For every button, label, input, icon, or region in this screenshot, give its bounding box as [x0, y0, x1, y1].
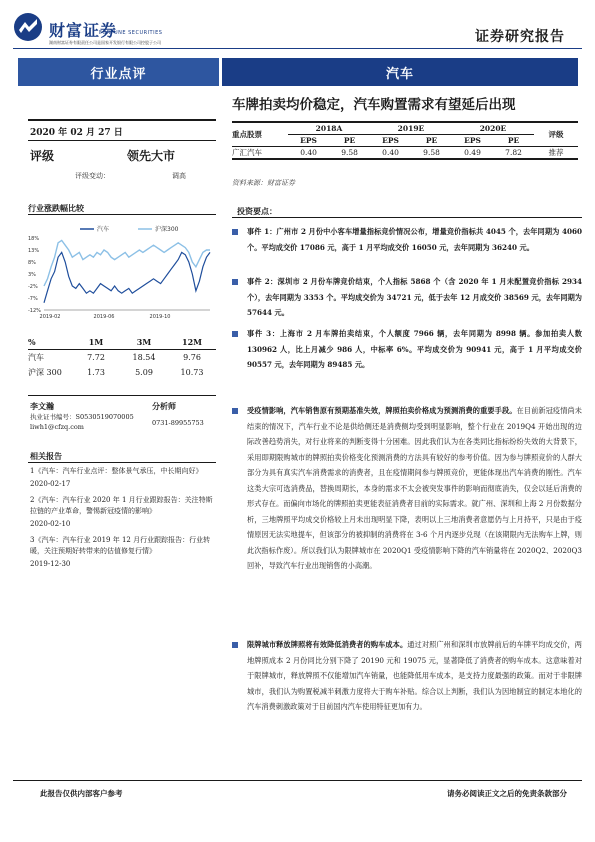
table-header: EPS [452, 134, 493, 146]
table-row [232, 146, 578, 159]
table-header: 评级 [534, 122, 578, 146]
footer-divider [13, 780, 582, 781]
series-line [44, 240, 210, 286]
related-reports-title: 相关报告 [30, 451, 62, 461]
key-stocks-table [232, 121, 578, 160]
related-report-date: 2020-02-17 [30, 480, 71, 488]
table-header-row [28, 335, 216, 350]
rating-change-label: 评级变动： [75, 172, 110, 180]
table-cell: 广汇汽车 [232, 146, 288, 159]
y-tick-label: -12% [28, 308, 41, 314]
table-cell: 0.40 [370, 146, 411, 159]
analyst-license: 执业证书编号：S0530519070005 [30, 413, 134, 421]
event-paragraph [232, 274, 582, 321]
y-tick-label: 8% [28, 260, 36, 266]
table-header: 1M [88, 337, 104, 347]
table-header: 重点股票 [232, 122, 288, 146]
event-text: 事件 2：深圳市 2 月份车牌竞价结束，个人指标 5868 个（含 2020 年 1 月未配置竞价指标 2934 个），去年同期为 3353 个。平均成交价为 34721 元，低于去年 12 月成交价 38569 元，去年同期为 57644 元。 [247, 277, 582, 317]
analyst-title: 分析师 [152, 401, 176, 411]
related-report-link[interactable]: 3《汽车：汽车行业 2019 年 12 月行业跟踪报告：行业转暖，关注预期好转带来的估值修复行情》 [30, 536, 211, 555]
company-name-en: FORTUNE SECURITIES [99, 30, 163, 36]
table-cell: 18.54 [132, 353, 156, 362]
related-reports [30, 466, 216, 575]
publish-date: 2020 年 02 月 27 日 [30, 128, 123, 138]
analysis-paragraph [232, 403, 582, 574]
table-row [28, 350, 216, 365]
table-cell: 0.49 [452, 146, 493, 159]
x-tick-label: 2019-02 [39, 314, 61, 320]
event-paragraph [232, 224, 582, 255]
table-cell: 5.09 [135, 368, 153, 377]
bullet-icon [232, 229, 238, 235]
related-report-link[interactable]: 2《汽车：汽车行业 2020 年 1 月行业跟踪报告：关注特斯拉链的产业革命，警惕新冠疫情的影响》 [30, 496, 213, 515]
table-header: 2019E [370, 122, 452, 134]
footer-disclaimer: 请务必阅读正文之后的免责条款部分 [447, 789, 567, 798]
table-header: PE [411, 134, 452, 146]
table-header: PE [329, 134, 370, 146]
rating-change-value: 调高 [172, 172, 186, 180]
y-tick-label: -7% [28, 296, 38, 302]
investment-title: 投资要点： [237, 206, 277, 216]
logo-mark-icon [13, 12, 43, 42]
series-line [44, 252, 210, 302]
table-header: % [28, 337, 36, 347]
category-band: 行业点评 [18, 58, 219, 86]
table-cell: 10.73 [180, 368, 204, 377]
table-cell: 沪深 300 [28, 368, 62, 377]
paragraph-body: 通过对照广州和深圳市放牌前后的车牌平均成交价，两地牌照成本 2 月份同比分别下降了 20190 元和 19075 元，显著降低了消费者的购车成本。这意味着对于限牌城市，释放牌照不仅能增加汽车销量，也能降低用车成本，是支持力度最强的政策。而对于非限牌城市，我们认为购置税减半刺激力度将大于购车补贴。综合以上判断，我们认为因地制宜的制定本地化的汽车消费刺激政策对于目前国内汽车使用特征更加有力。 [247, 640, 582, 711]
divider [232, 217, 582, 218]
divider [28, 214, 216, 215]
report-headline: 车牌拍卖均价稳定，汽车购置需求有望延后出现 [232, 97, 516, 113]
performance-table [28, 335, 216, 380]
rating-value: 领先大市 [127, 149, 176, 163]
bullet-icon [232, 642, 238, 648]
report-type: 证券研究报告 [475, 29, 565, 45]
header-divider [13, 48, 582, 49]
table-cell: 7.82 [493, 146, 534, 159]
table-cell: 9.58 [329, 146, 370, 159]
company-subtitle: 湖南财富证券有限责任公司是国家开发银行有限公司控股子公司 [49, 40, 161, 45]
analyst-name: 李文瀚 [30, 401, 54, 411]
company-logo [13, 10, 168, 50]
analysis-paragraph [232, 637, 582, 715]
performance-chart [28, 220, 218, 328]
related-report-date: 2020-02-10 [30, 520, 71, 528]
analyst-email[interactable]: liwh1@cfzq.com [30, 423, 84, 431]
table-cell: 9.58 [411, 146, 452, 159]
event-text: 事件 1：广州市 2 月份中小客车增量指标竞价情况公布，增量竞价指标共 4045 个，去年同期为 4060 个。平均成交价 17086 元，高于 1 月平均成交价 16050 元，去年同期为 36240 元。 [247, 227, 582, 252]
divider [28, 462, 216, 463]
table-cell: 0.40 [288, 146, 329, 159]
table-source: 资料来源：财富证券 [232, 179, 295, 187]
table-row [28, 365, 216, 380]
related-report-date: 2019-12-30 [30, 560, 71, 568]
y-tick-label: 13% [28, 248, 40, 254]
table-header: 2020E [452, 122, 534, 134]
y-tick-label: -2% [28, 284, 38, 290]
table-cell: 9.76 [183, 353, 201, 362]
y-tick-label: 3% [28, 272, 36, 278]
event-text: 事件 3：上海市 2 月车牌拍卖结束，个人额度 7966 辆，去年同期为 8998 辆。参加拍卖人数 130962 人，比上月减少 986 人，中标率 6%。平均成交价为 90941 元，高于 1 月平均成交价 90557 元，去年同期为 89485 元。 [247, 329, 582, 369]
rating-label: 评级 [30, 149, 55, 163]
bullet-icon [232, 331, 238, 337]
paragraph-lead: 限牌城市释放牌照将有效降低消费者的购车成本。 [247, 640, 408, 649]
industry-band: 汽车 [222, 58, 578, 86]
table-cell: 7.72 [87, 353, 105, 362]
company-name: 财富证券 [49, 21, 118, 40]
event-paragraph [232, 326, 582, 373]
analyst-phone: 0731-89955753 [152, 419, 204, 427]
bullet-icon [232, 279, 238, 285]
bullet-icon [232, 408, 238, 414]
table-header: 2018A [288, 122, 370, 134]
chart-canvas [28, 220, 218, 328]
table-cell: 1.73 [87, 368, 105, 377]
table-header: PE [493, 134, 534, 146]
divider [28, 395, 216, 396]
x-tick-label: 2019-06 [93, 314, 115, 320]
table-cell: 推荐 [534, 146, 578, 159]
legend-label: 沪深300 [155, 226, 179, 233]
table-header: EPS [370, 134, 411, 146]
paragraph-lead: 受疫情影响，汽车销售原有预期基准失效，牌照拍卖价格成为预测消费的重要手段。 [247, 406, 517, 415]
related-report-link[interactable]: 1《汽车：汽车行业点评：整体景气承压，中长期向好》 [30, 467, 203, 475]
legend-label: 汽车 [97, 226, 110, 233]
paragraph-body: 在目前新冠疫情尚未结束的情况下，汽车行业不论是供给侧还是消费侧均受到明显影响，整个行业在 2019Q4 开始出现的边际改善趋势消失，对行业将来的判断变得十分困难。因此我们认为在各类同比指标纷纷失效的大背景下，采用即期限购城市的牌照拍卖价格变化预测消费的方法具有较好的参考价值。因为参与牌照竞价的人群大部分为具有真实汽车消费需求的消费者，且在疫情期间参与牌照竞价，更能体现出汽车消费的刚性。汽车这类大宗可选消费品，替换周期长，本身的需求不太会被突发事件的影响而彻底消失，仅会以延后消费的形式存在。而偏向市场化的牌照拍卖更能表征消费者目前的实际需求。就广州、深圳和上海 2 月份数据分析，三地牌照平均成交价格较上月未出现明显下降，表明以上三地消费者意愿仍与上月持平，只是由于疫情原因无法实地提车，但该部分的被抑制的消费将在 3-6 个月内逐步兑现（在该期限内无法购车上牌，则此次指标作废）。所以我们认为限牌城市在 2020Q1 受疫情影响下降的汽车销量将在 2020Q2、2020Q3 回补，导致汽车行业出现销售的小高潮。 [247, 406, 582, 570]
performance-title: 行业涨跌幅比较 [28, 203, 84, 213]
table-header: 3M [136, 337, 152, 347]
footer-notice: 此报告仅供内部客户参考 [40, 789, 123, 798]
divider [28, 140, 216, 141]
y-tick-label: 18% [28, 236, 40, 242]
divider [28, 119, 216, 121]
table-header: EPS [288, 134, 329, 146]
table-header: 12M [182, 337, 202, 347]
x-tick-label: 2019-10 [149, 314, 171, 320]
table-cell: 汽车 [28, 353, 44, 362]
